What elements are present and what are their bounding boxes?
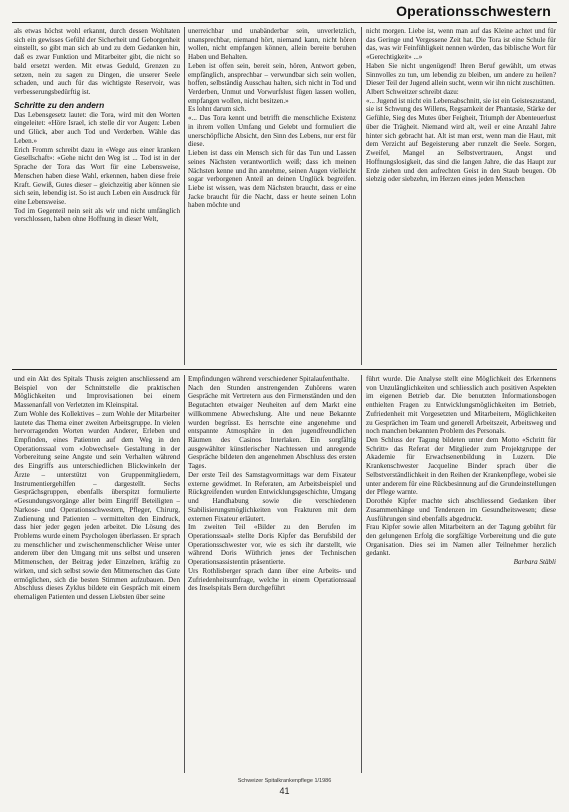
paragraph: Leben ist offen sein, bereit sein, hören, Antwort geben, empfänglich, ansprechbar – verwundbar sich sein wollen, hoffen, selbständig Ausschau halten, sich nicht in Tod und Verderben, Unmut und Vorwurfslust fügen lassen wollen, empfangen wollen, nicht besitzen.» <box>188 61 356 105</box>
column-rule <box>361 375 362 773</box>
page-number: 41 <box>279 786 290 796</box>
paragraph: Im zweiten Teil «Bilder zu den Berufen im Operationssaal» stellte Doris Kipfer das Berufsbild der Operationsschwester vor, wie es sich ihr darstellt, wie während Doris Wüthrich jenes der Technischen Operationsassistentin präsentierte. <box>188 523 356 567</box>
paragraph: Lieben ist dass ein Mensch sich für das Tun und Lassen seines Nächsten verantwortlich weiß; dass ich meinen Nächsten kenne und ihn annehme, seinen Augen vielleicht sogar verborgenen Anteil an deinen Unglück begreifen. Liebe ist wissen, was dem Nächsten braucht, dass er eine Jacke braucht für die Nacht, dass er heute seinen Lohn haben möchte und <box>188 149 356 210</box>
column-rule <box>361 27 362 365</box>
paragraph: Haben Sie nicht ungenügend! Ihren Beruf gewählt, um etwas Sinnvolles zu tun, um lebendig zu bleiben, um andere zu heilen? Dieser Teil der Jugend allein sucht, wenn wir ihn nicht zuschütten. <box>366 61 556 88</box>
bottom-column-3 <box>366 375 556 773</box>
top-column-1 <box>14 27 180 365</box>
paragraph: unerreichbar und unabänderbar sein, unverletzlich, unansprechbar, niemand hört, niemand kann, nicht hören wollen, nicht empfangen können, allein bereite beruhen Haben und Behalten. <box>188 27 356 62</box>
header-rule <box>12 22 557 23</box>
paragraph: Frau Kipfer sowie allen Mitarbeitern an der Tagung gebührt für den gelungenen Erfolg die sorgfältige Vorbereitung und die gute Organisation. Dies sei im Namen aller Teilnehmer herzlich gedankt. <box>366 523 556 558</box>
paragraph: Tod im Gegenteil nein seit als wir und nicht umfänglich verschlossen, haben ohne Hoffnung in dieser Welt, <box>14 206 180 224</box>
paragraph: Urs Rothlisberger sprach dann über eine Arbeits- und Zufriedenheitsumfrage, welche in einem Operationssaal des Inselspitals Bern durchgeführt <box>188 566 356 593</box>
top-column-3 <box>366 27 556 365</box>
paragraph: Dorothée Kipfer machte sich abschliessend Gedanken über Zusammenhänge und Tendenzen im Gesundheitswesen; diese Ausführungen sind ebenfalls abgedruckt. <box>366 497 556 523</box>
paragraph: Den Schluss der Tagung bildeten unter dem Motto «Schritt für Schritt» das Referat der Mitglieder zum Projektgruppe der Akademie für Erwachsenenbildung in Luzern. Die Krankenschwester Jacqueline Binder sprach über die Selbstverständlichkeit in den Reihen der Krankenpflege, wobei sie unter anderem für eine Rückbesinnung auf die Grundeinstellungen der Pflege warnte. <box>366 436 556 497</box>
paragraph: Das Lebensgesetz lautet: die Tora, wird mit den Worten eingeleitet: «Höre Israel, ich stelle dir vor Augen: Leben und Glück, aber auch Tod und Verderben. Wähle das Leben.» <box>14 110 180 145</box>
column-rule <box>184 27 185 365</box>
section-divider <box>12 369 557 370</box>
paragraph: als etwas höchst wohl erkannt, durch dessen Wohltaten sich ein gewisses Gefühl der Sicherheit und Geborgenheit einstellt, so gibt man sich ab und zu dem Gedanken hin, daß es zwar Funktion und Mitarbeiter gibt, die nicht so bald ersetzt werden. Mit etwas Geduld, Grenzen zu setzen, nein zu sagen zu Dingen, die unserer Seele schaden, und auch für das wichtigste Reservoir, was verbesserungsbedürftig ist. <box>14 27 180 97</box>
paragraph: «... Das Tora kennt und betrifft die menschliche Existenz in ihrem vollen Umfang und Gelebt und formuliert die unerschöpfliche Absicht, den Sinn des Lebens, nur erst für diese. <box>188 114 356 149</box>
paragraph: Nach den Stunden anstrengenden Zuhörens waren Gespräche mit Vertretern aus den Firmenständen und den Begutachten etwaiger Neuheiten auf dem Markt eine willkommene Abwechslung. Alte und neue Bekannte wurden begrüsst. Es herrschte eine angenehme und entspannte Atmosphäre in den jugendfreundlichen Räumen des Casinos Interlaken. Ein sorgfältig ausgewählter künstlerischer Nachtessen und anregende Gespräche bildeten den angenehmen Abschluss des ersten Tages. <box>188 383 356 471</box>
top-column-2 <box>188 27 356 365</box>
footer-source: Schweizer Spitalkrankenpflege 1/1986 <box>237 778 332 784</box>
author-signature: Barbara Stäbli <box>513 558 556 567</box>
paragraph: führt wurde. Die Analyse stellt eine Möglichkeit des Erkennens von Unzulänglichkeiten und schliesslich auch positiven Aspekten im eigenen Betrieb dar. Die benutzten Informationsbogen enthielten Fragen zu Entwicklungsmöglichkeiten im Betrieb, Zufriedenheit mit Vorgesetzten und Mitarbeitern, Möglichkeiten zu Gesprächen im Team und generell Arbeitszeit, Arbeitsweg und noch manchen bekannten Problem des Personals. <box>366 375 556 436</box>
paragraph: Empfindungen während verschiedener Spitalaufenthalte. <box>188 375 350 383</box>
bottom-column-1 <box>14 375 180 773</box>
paragraph: Erich Fromm schreibt dazu in «Wege aus einer kranken Gesellschaft»: «Gehe nicht den Weg ist ... Tod ist in der Sprache der Tora das Wort für eine Lebensweise, Menschen haben diese Wahl, erkennen, haben diese freie Kraft. Gewiß, Gutes dieser – gleichzeitig aber können sie sich sein, lebendig ist. So ist auch Leben ein Ausdruck für eine Lebensweise. <box>14 145 180 206</box>
paragraph: Der erste Teil des Samstagvormittags war dem Fixateur externe gewidmet. In Referaten, am Arbeitsbeispiel und Rückgreifenden wurden Entwicklungsgeschichte, Umgang und Handhabung sowie die verschiedenen Stabilisierungsmöglichkeiten von Frakturen mit dem externen Fixateur erläutert. <box>188 470 356 523</box>
paragraph: nicht morgen. Liebe ist, wenn man auf das Kleine achtet und für das Geringe und Vergessene Zeit hat. Die Tora ist eine Schule für das, was wir Feinfühligkeit nennen würden, das biblische Wort für «Gerechtigkeit» ...» <box>366 27 556 62</box>
bottom-column-2 <box>188 375 356 773</box>
paragraph: Albert Schweitzer schreibt dazu: <box>366 88 459 97</box>
paragraph: Es lohnt darum sich. <box>188 105 247 114</box>
paragraph: Zum Wohle des Kollektives – zum Wohle der Mitarbeiter lautete das Thema einer zweiten Arbeitsgruppe. In vielen hervorragenden Worten wurden Anderer, Erleben und Empfinden, eines Patienten auf dem Weg in den Operationssaal vom «Jobwechsel» Gestaltung in der Vorbereitung seine Angste und sein Verhalten während des Eingriffs aus unterschiedlichen Blickwinkeln der Ärzte – unterstützt von Gruppenmitgliedern, Instrumentiergehilfen – dargestellt. Sechs Gesprächsgruppen, ebenfalls überspitzt formulierte «Gesundungsvorgänge aller beim Eingriff Beteiligten – Narkose- und Operationsschwestern, Pfleger, Chirurg, Zudienung und Patienten – vermittelten den Eindruck, dass hier jeder gegen jeden arbeitet. Die Lösung des Problems wurde einem Psychologen überlassen. Er sprach zu menschlicher und zwischenmenschlicher Weise unter anderem über den Umgang mit uns selbst und unseren Mitmenschen, der Beitrag jeder Einzelnen, kräftig zu wirken, und sich selbst sowie den Mitmenschen das Gute ermöglichen, sich die besten Stimmen aufzubauen. Den Abschluss dieses Zyklus bildete ein Gespräch mit einem ehemaligen Patienten und dessen Liebsten über seine <box>14 409 180 601</box>
subheading: Schritte zu den andern <box>14 99 105 110</box>
section-title: Operationsschwestern <box>396 3 551 19</box>
paragraph: «... Jugend ist nicht ein Lebensabschnitt, sie ist ein Geisteszustand, sie ist Schwung des Willens, Regsamkeit der Phantasie, Stärke der Gefühle, Sieg des Mutes über Feigheit, Triumph der Abenteuerlust über die Trägheit. Niemand wird alt, weil er eine Anzahl Jahre hinter sich gebracht hat. Alt ist man erst, wenn man die Haut, mit dem Verzicht auf Begeisterung aber runzelt die Seele. Sorgen, Zweifel, Mangel an Selbstvertrauen, Angst und Hoffnungslosigkeit, das sind die langen Jahre, die das Haupt zur Erde ziehen und den aufrechten Geist in den Staub beugen. Ob siebzig oder siebzehn, im Herzen eines jeden Menschen <box>366 96 556 184</box>
column-rule <box>184 375 185 773</box>
paragraph: und ein Akt des Spitals Thusis zeigten anschliessend am Beispiel von der Schnittstelle die praktischen Möglichkeiten und Improvisationen bei einem Massenanfall von Verletzten im Kleinspital. <box>14 375 180 410</box>
